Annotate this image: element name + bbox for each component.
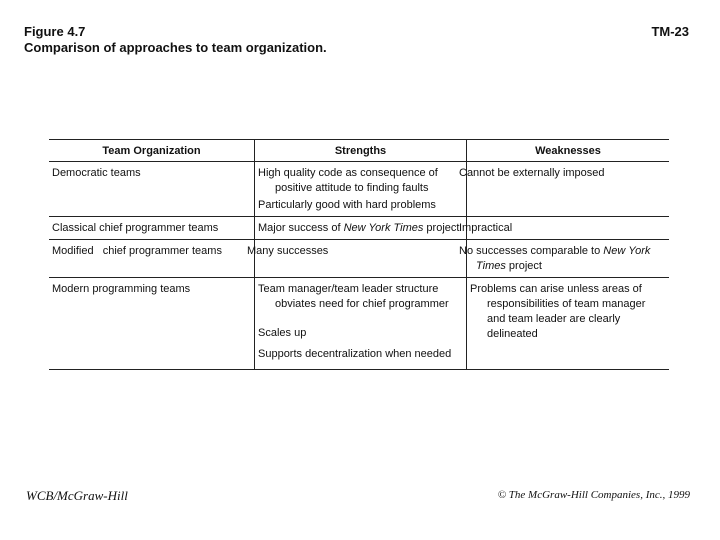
weaknesses-cell <box>459 162 670 217</box>
weaknesses-cell <box>467 278 670 370</box>
strength-text: Major success of <box>258 222 344 234</box>
slide-code: TM-23 <box>651 24 689 39</box>
comparison-table <box>49 139 669 370</box>
weakness-item <box>459 244 665 274</box>
strengths-cell <box>247 240 467 278</box>
weakness-emphasis: York Times <box>476 245 651 272</box>
strength-emphasis: New York Times <box>343 222 424 234</box>
org-cell: Modified chief programmer teams <box>49 240 255 278</box>
weakness-text: No successes comparable to <box>459 245 604 257</box>
weakness-emphasis: New <box>603 245 626 257</box>
table-row <box>49 217 669 240</box>
weakness-item: Cannot be externally imposed <box>459 167 605 179</box>
strength-item <box>258 221 462 236</box>
org-cell: Modern programming teams <box>49 278 255 370</box>
strength-item: Scales up <box>258 327 307 339</box>
strengths-cell <box>255 278 467 370</box>
column-header-team-organization: Team Organization <box>49 140 255 162</box>
table-row <box>49 278 669 370</box>
figure-number: Figure 4.7 <box>24 24 86 39</box>
table-row <box>49 240 669 278</box>
strength-item: Supports decentralization when needed <box>258 348 452 360</box>
weakness-item: Impractical <box>459 222 513 234</box>
figure-caption: Comparison of approaches to team organization. <box>24 40 327 55</box>
table-header-row <box>49 140 669 162</box>
weakness-text: project <box>505 260 542 272</box>
strength-text: project <box>423 222 460 234</box>
column-header-strengths: Strengths <box>255 140 467 162</box>
org-cell: Classical chief programmer teams <box>49 217 255 240</box>
publisher-label: WCB/McGraw-Hill <box>26 488 128 503</box>
strength-item: High quality code as consequence of positive attitude to finding faults <box>258 167 438 194</box>
strength-item: Particularly good with hard problems <box>258 199 436 211</box>
strengths-cell <box>255 162 467 217</box>
table-row <box>49 162 669 217</box>
strengths-cell <box>255 217 467 240</box>
org-cell: Democratic teams <box>49 162 255 217</box>
weaknesses-cell <box>459 217 670 240</box>
strength-item: Many successes <box>247 245 329 257</box>
copyright-notice: © The McGraw-Hill Companies, Inc., 1999 <box>497 489 690 501</box>
weakness-item: Problems can arise unless areas of responsibilities of team manager and team leader are clearly delineated <box>470 283 646 340</box>
strength-item: Team manager/team leader structure obviates need for chief programmer <box>258 283 449 310</box>
weaknesses-cell <box>459 240 670 278</box>
column-header-weaknesses: Weaknesses <box>467 140 670 162</box>
